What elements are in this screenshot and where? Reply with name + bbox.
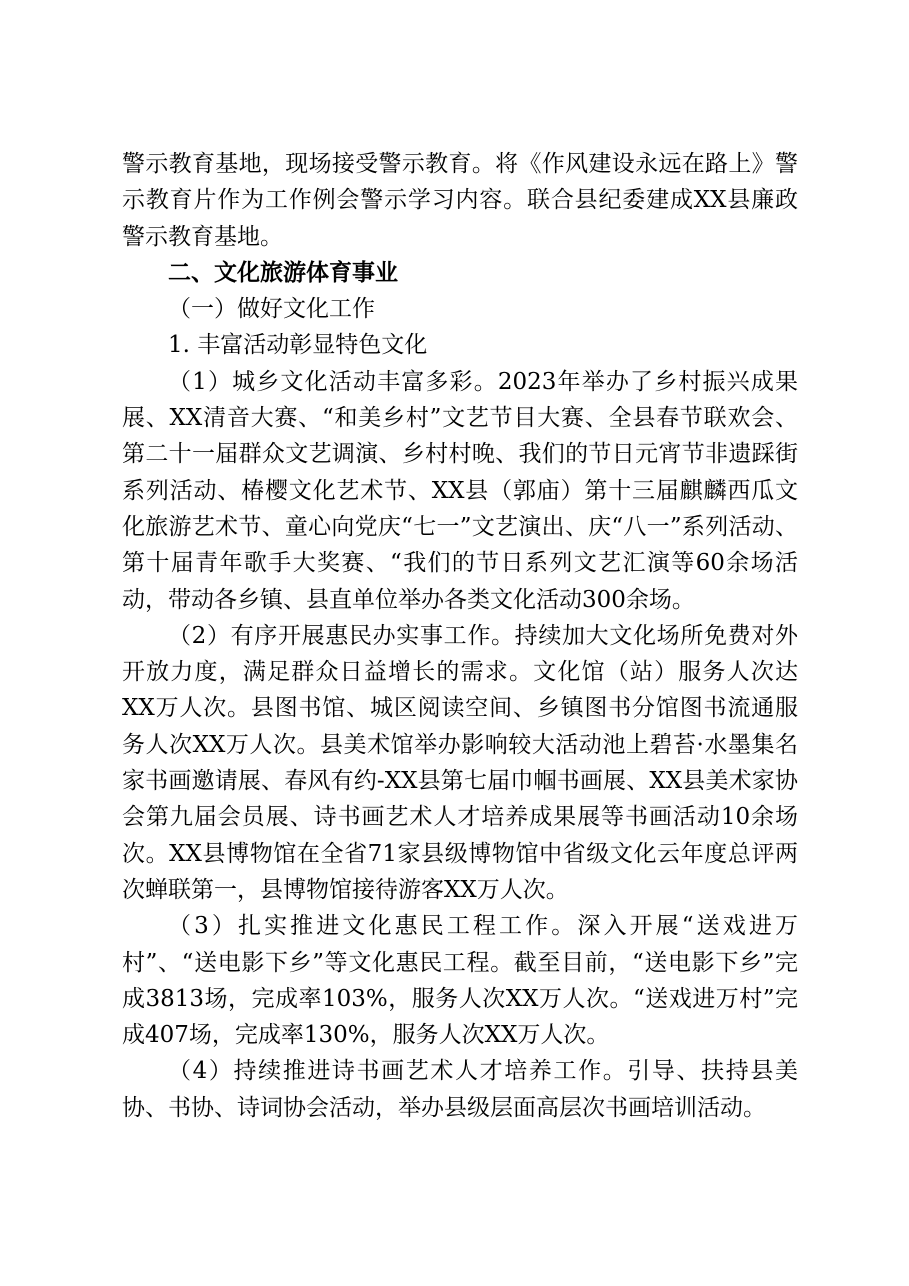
paragraph-intro: 警示教育基地，现场接受警示教育。将《作风建设永远在路上》警示教育片作为工作例会警示学习内容。联合县纪委建成XX县廉政警示教育基地。	[122, 151, 798, 250]
paragraph-3: （3）扎实推进文化惠民工程工作。深入开展“送戏进万村”、“送电影下乡”等文化惠民工程。截至目前，“送电影下乡”完成3813场，完成率103%，服务人次XX万人次。“送戏进万村”完成407场，完成率130%，服务人次XX万人次。	[122, 913, 798, 1049]
paragraph-1: （1）城乡文化活动丰富多彩。2023年举办了乡村振兴成果展、XX清音大赛、“和美乡村”文艺节目大赛、全县春节联欢会、第二十一届群众文艺调演、乡村村晚、我们的节日元宵节非遗踩街系列活动、椿樱文化艺术节、XX县（郭庙）第十三届麒麟西瓜文化旅游艺术节、童心向党庆“七一”文艺演出、庆“八一”系列活动、第十届青年歌手大奖赛、“我们的节日系列文艺汇演等60余场活动，带动各乡镇、县直单位举办各类文化活动300余场。	[122, 368, 798, 613]
section-heading: 二、文化旅游体育事业	[168, 258, 398, 286]
paragraph-2: （2）有序开展惠民办实事工作。持续加大文化场所免费对外开放力度，满足群众日益增长的需求。文化馆（站）服务人次达XX万人次。县图书馆、城区阅读空间、乡镇图书分馆图书流通服务人次XX万人次。县美术馆举办影响较大活动池上碧苔·水墨集名家书画邀请展、春风有约-XX县第七届巾帼书画展、XX县美术家协会第九届会员展、诗书画艺术人才培养成果展等书画活动10余场次。XX县博物馆在全省71家县级博物馆中省级文化云年度总评两次蝉联第一，县博物馆接待游客XX万人次。	[122, 622, 798, 903]
subsection-heading: （一）做好文化工作	[168, 296, 375, 323]
paragraph-4: （4）持续推进诗书画艺术人才培养工作。引导、扶持县美协、书协、诗词协会活动，举办县级层面高层次书画培训活动。	[122, 1058, 798, 1121]
document-body	[122, 146, 798, 1126]
item-heading: 1. 丰富活动彰显特色文化	[168, 332, 428, 359]
